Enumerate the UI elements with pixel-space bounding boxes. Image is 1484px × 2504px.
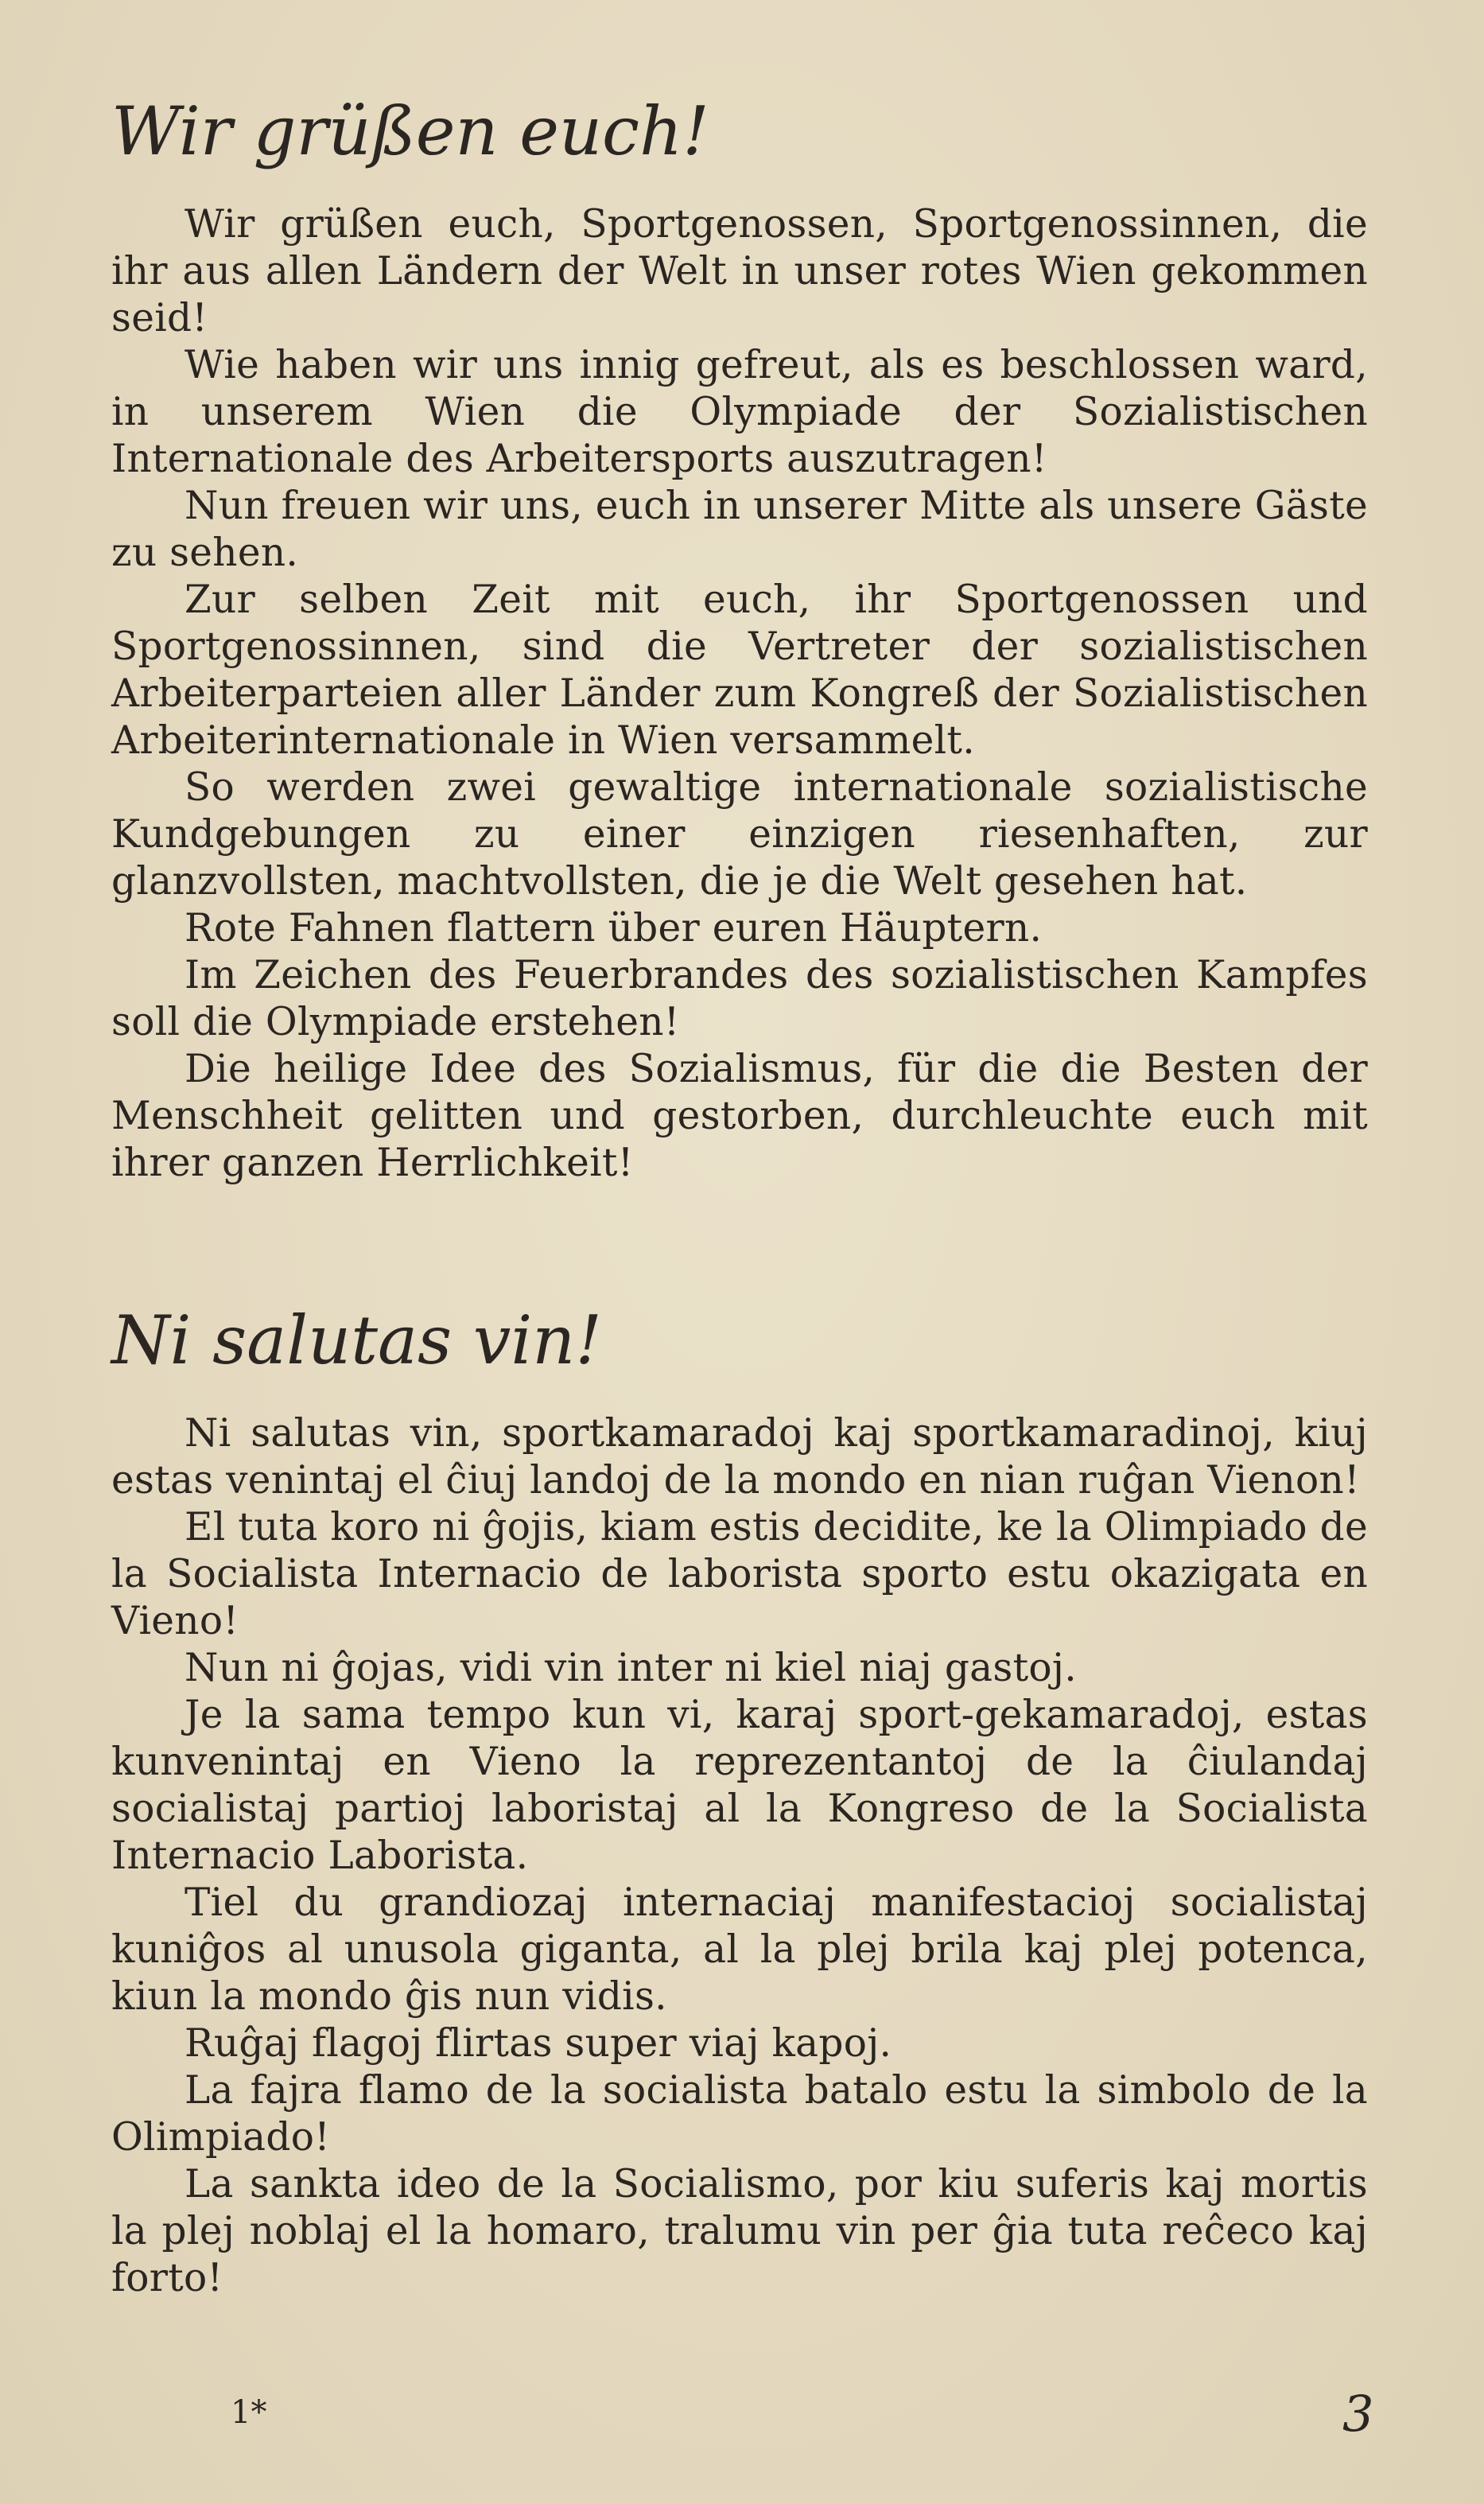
german-paragraph: Zur selben Zeit mit euch, ihr Sportgenossen und Sportgenossinnen, sind die Vertreter der sozialistischen Arbeiterparteien aller Länder zum Kongreß der Sozialistischen Arbeiterinternationale in Wien versammelt.: [111, 577, 1368, 763]
german-paragraph: So werden zwei gewaltige internationale sozialistische Kundgebungen zu einer einzigen riesenhaften, zur glanzvollsten, machtvollsten, die je die Welt gesehen hat.: [111, 765, 1368, 904]
esperanto-paragraph: La fajra flamo de la socialista batalo estu la simbolo de la Olimpiado!: [111, 2068, 1368, 2160]
esperanto-paragraph: Nun ni ĝojas, vidi vin inter ni kiel niaj gastoj.: [185, 1646, 1077, 1690]
esperanto-paragraph: Ruĝaj flagoj flirtas super viaj kapoj.: [185, 2021, 892, 2066]
esperanto-paragraph: La sankta ideo de la Socialismo, por kiu suferis kaj mortis la plej noblaj el la homaro, tralumu vin per ĝia tuta reĉeco kaj forto!: [111, 2162, 1368, 2300]
signature-mark: 1*: [231, 2394, 267, 2431]
page-number: 3: [1342, 2385, 1374, 2443]
esperanto-paragraph: El tuta koro ni ĝojis, kiam estis decidite, ke la Olimpiado de la Socialista Internacio de laborista sporto estu okazigata en Vieno!: [111, 1505, 1368, 1643]
esperanto-section: [111, 1293, 1368, 2302]
german-paragraph: Rote Fahnen flattern über euren Häuptern.: [185, 906, 1043, 951]
esperanto-paragraph: Je la sama tempo kun vi, karaj sport-gekamaradoj, estas kunvenintaj en Vieno la reprezentantoj de la ĉiulandaj socialistaj partioj laboristaj al la Kongreso de la Socialista Internacio Laborista.: [111, 1693, 1368, 1878]
esperanto-paragraph: Tiel du grandiozaj internaciaj manifestacioj socialistaj kuniĝos al unusola giganta, al la plej brila kaj plej potenca, kiun la mondo ĝis nun vidis.: [111, 1880, 1368, 2019]
german-paragraph: Wir grüßen euch, Sportgenossen, Sportgenossinnen, die ihr aus allen Ländern der Welt in unser rotes Wien gekommen seid!: [111, 202, 1368, 340]
german-paragraph: Die heilige Idee des Sozialismus, für die die Besten der Menschheit gelitten und gestorben, durchleuchte euch mit ihrer ganzen Herrlichkeit!: [111, 1047, 1368, 1185]
german-paragraph: Im Zeichen des Feuerbrandes des sozialistischen Kampfes soll die Olympiade erstehen!: [111, 953, 1368, 1044]
german-section: [111, 84, 1368, 1187]
german-paragraph: Nun freuen wir uns, euch in unserer Mitte als unsere Gäste zu sehen.: [111, 484, 1368, 575]
german-paragraph: Wie haben wir uns innig gefreut, als es beschlossen ward, in unserem Wien die Olympiade der Sozialistischen Internationale des Arbeitersports auszutragen!: [111, 343, 1368, 481]
esperanto-paragraph: Ni salutas vin, sportkamaradoj kaj sportkamaradinoj, kiuj estas venintaj el ĉiuj landoj de la mondo en nian ruĝan Vienon!: [111, 1411, 1368, 1503]
german-heading: Wir grüßen euch!: [111, 92, 709, 170]
esperanto-heading: Ni salutas vin!: [111, 1301, 603, 1379]
